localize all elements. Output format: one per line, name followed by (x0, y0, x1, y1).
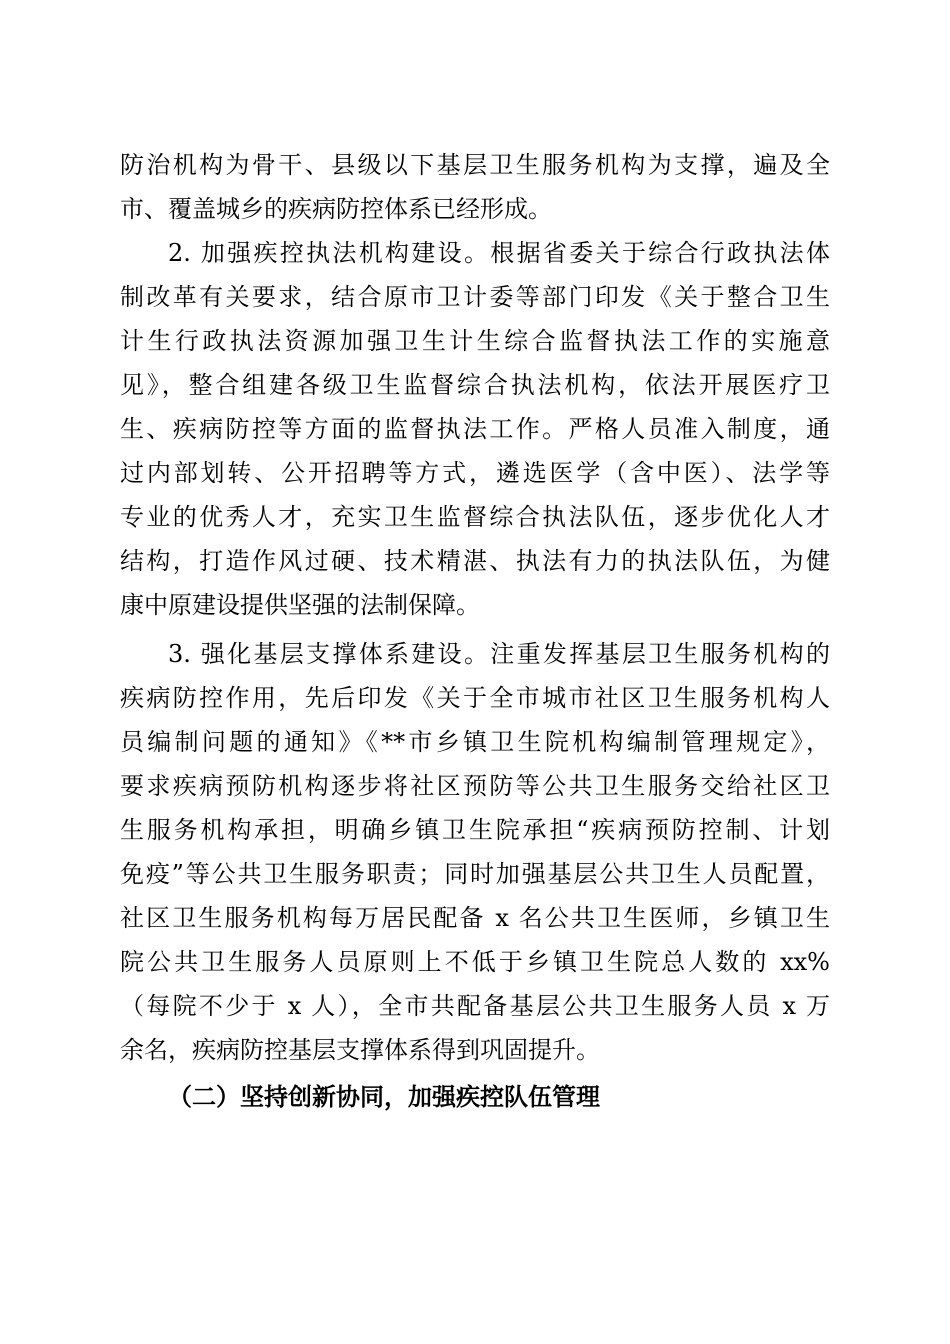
paragraph-2-line-9: 康中原建设提供坚强的法制保障。 (120, 591, 480, 619)
paragraph-3-line-8: 院公共卫生服务人员原则上不低于乡镇卫生院总人数的 xx% (120, 948, 830, 976)
paragraph-2-line-1: 2. 加强疾控执法机构建设。根据省委关于综合行政执法体 (168, 239, 830, 267)
paragraph-2-line-4: 见》，整合组建各级卫生监督综合执法机构，依法开展医疗卫 (120, 371, 830, 399)
paragraph-2-line-2: 制改革有关要求，结合原市卫计委等部门印发《关于整合卫生 (120, 283, 830, 311)
paragraph-2-line-6: 过内部划转、公开招聘等方式，遴选医学（含中医）、法学等 (120, 459, 830, 487)
paragraph-3-line-6: 免疫”等公共卫生服务职责；同时加强基层公共卫生人员配置， (120, 860, 830, 888)
paragraph-2-line-3: 计生行政执法资源加强卫生计生综合监督执法工作的实施意 (120, 327, 830, 355)
paragraph-1-line-2: 市、覆盖城乡的疾病防控体系已经形成。 (120, 195, 552, 223)
paragraph-3-line-3: 员编制问题的通知》《**市乡镇卫生院机构编制管理规定》， (120, 728, 830, 756)
paragraph-3-line-7: 社区卫生服务机构每万居民配备 x 名公共卫生医师，乡镇卫生 (120, 904, 830, 932)
paragraph-3-line-4: 要求疾病预防机构逐步将社区预防等公共卫生服务交给社区卫 (120, 772, 830, 800)
paragraph-2-line-5: 生、疾病防控等方面的监督执法工作。严格人员准入制度，通 (120, 415, 830, 443)
paragraph-2-line-8: 结构，打造作风过硬、技术精湛、执法有力的执法队伍，为健 (120, 547, 830, 575)
paragraph-3-line-9: （每院不少于 x 人），全市共配备基层公共卫生服务人员 x 万 (120, 992, 830, 1020)
paragraph-1-line-1: 防治机构为骨干、县级以下基层卫生服务机构为支撑，遍及全 (120, 151, 830, 179)
paragraph-3-line-1: 3. 强化基层支撑体系建设。注重发挥基层卫生服务机构的 (168, 640, 830, 668)
paragraph-3-line-5: 生服务机构承担，明确乡镇卫生院承担“疾病预防控制、计划 (120, 816, 830, 844)
paragraph-3-line-2: 疾病防控作用，先后印发《关于全市城市社区卫生服务机构人 (120, 684, 830, 712)
section-heading: （二）坚持创新协同，加强疾控队伍管理 (168, 1083, 600, 1111)
paragraph-2-line-7: 专业的优秀人才，充实卫生监督综合执法队伍，逐步优化人才 (120, 503, 830, 531)
paragraph-3-line-10: 余名，疾病防控基层支撑体系得到巩固提升。 (120, 1036, 600, 1064)
